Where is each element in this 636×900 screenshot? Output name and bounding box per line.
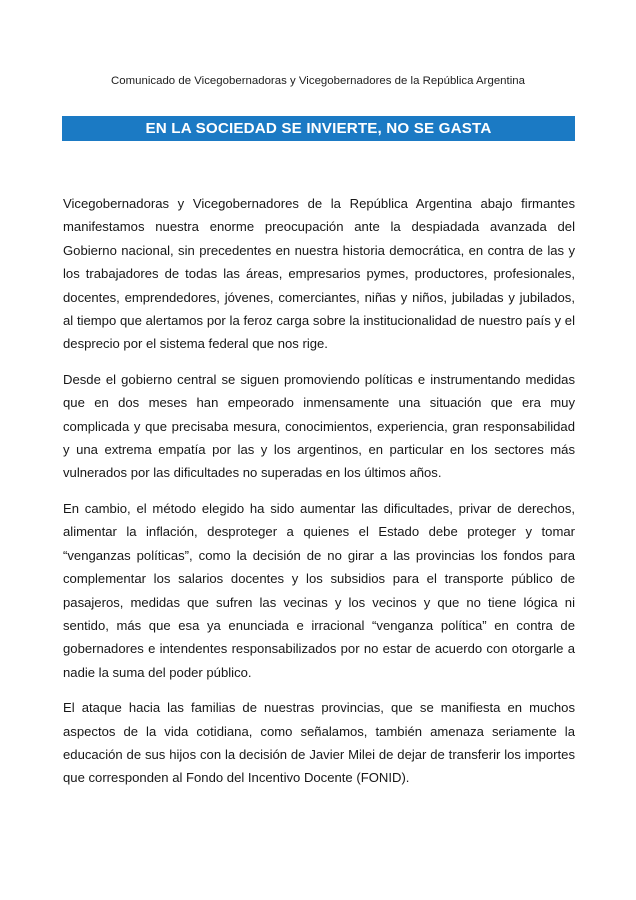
title-banner-text: EN LA SOCIEDAD SE INVIERTE, NO SE GASTA [145, 120, 492, 137]
document-body [63, 192, 575, 790]
body-paragraph-4: El ataque hacia las familias de nuestras provincias, que se manifiesta en muchos aspectos de la vida cotidiana, como señalamos, también amenaza seriamente la educación de sus hijos con la decisión de Javier Milei de dejar de transferir los importes que corresponden al Fondo del Incentivo Docente (FONID). [63, 700, 575, 786]
document-running-header: Comunicado de Vicegobernadoras y Vicegobernadores de la República Argentina [111, 75, 525, 87]
body-paragraph-1: Vicegobernadoras y Vicegobernadores de la República Argentina abajo firmantes manifestamos nuestra enorme preocupación ante la despiadada avanzada del Gobierno nacional, sin precedentes en nuestra historia democrática, en contra de las y los trabajadores de todas las áreas, empresarios pymes, productores, profesionales, docentes, emprendedores, jóvenes, comerciantes, niñas y niños, jubiladas y jubilados, al tiempo que alertamos por la feroz carga sobre la institucionalidad de nuestro país y el desprecio por el sistema federal que nos rige. [63, 196, 575, 352]
body-paragraph-3: En cambio, el método elegido ha sido aumentar las dificultades, privar de derechos, alimentar la inflación, desproteger a quienes el Estado debe proteger y tomar “venganzas políticas”, como la decisión de no girar a las provincias los fondos para complementar los salarios docentes y los subsidios para el transporte público de pasajeros, medidas que sufren las vecinas y los vecinos y que no tiene lógica ni sentido, más que esa ya enunciada e irracional “venganza política” en contra de gobernadores e intendentes responsabilizados por no estar de acuerdo con otorgarle a nadie la suma del poder público. [63, 500, 575, 680]
body-paragraph-2: Desde el gobierno central se siguen promoviendo políticas e instrumentando medidas que en dos meses han empeorado inmensamente una situación que era muy complicada y que precisaba mesura, conocimientos, experiencia, gran responsabilidad y una extrema empatía por las y los argentinos, en particular en los sectores más vulnerados por las dificultades no superadas en los últimos años. [63, 371, 575, 481]
title-banner [62, 116, 575, 141]
